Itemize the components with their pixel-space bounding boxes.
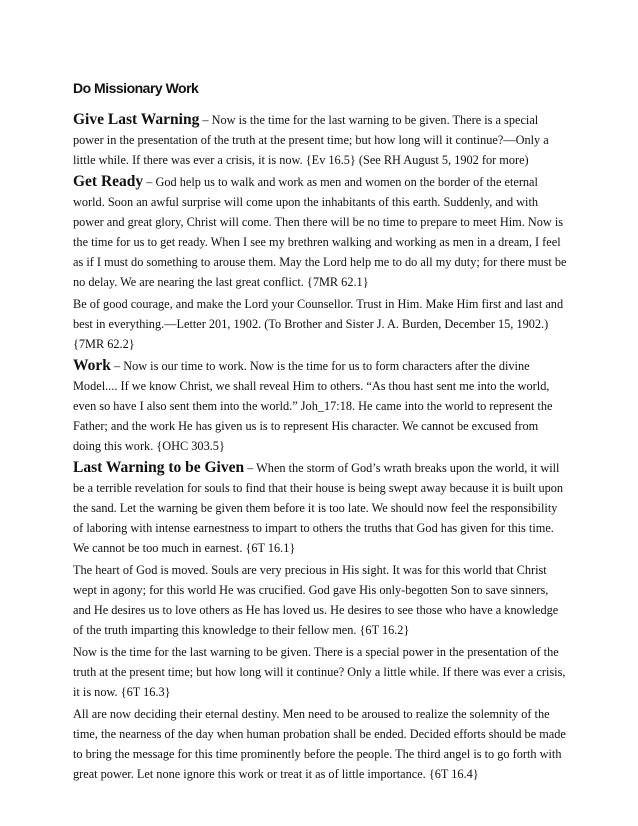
document-page bbox=[73, 80, 568, 784]
paragraph-text: – Now is the time for the last warning to be given. There is a special power in the presentation of the truth at the present time; but how long will it continue?—Only a little while. If there was ever a crisis, it is now. {Ev 16.5} (See RH August 5, 1902 for more) bbox=[73, 113, 549, 167]
section-heading: Get Ready bbox=[73, 173, 144, 190]
paragraph: The heart of God is moved. Souls are very precious in His sight. It was for this world that Christ wept in agony; for this world He was crucified. God gave His only-begotten Son to save sinners, and He desires us to love others as He has loved us. He desires to see those who have a knowledge of the truth imparting this knowledge to their fellow men. {6T 16.2} bbox=[73, 563, 559, 637]
paragraph: All are now deciding their eternal destiny. Men need to be aroused to realize the solemnity of the time, the nearness of the day when human probation shall be ended. Decided efforts should be made to bring the message for this time prominently before the people. The third angel is to go forth with great power. Let none ignore this work or treat it as of little importance. {6T 16.4} bbox=[73, 707, 566, 781]
paragraph-text: – God help us to walk and work as men and women on the border of the eternal world. Soon an awful surprise will come upon the inhabitants of this earth. Suddenly, and with power and great glory, Christ will come. Then there will be no time to prepare to meet Him. Now is the time for us to get ready. When I see my brethren walking and working as men in a dream, I feel as if I must do something to arouse them. May the Lord help me to do all my duty; for there must be no delay. We are nearing the last great conflict. {7MR 62.1} bbox=[73, 175, 567, 289]
section-give-last-warning bbox=[73, 110, 568, 170]
paragraph-text: – When the storm of God’s wrath breaks upon the world, it will be a terrible revelation for souls to find that their house is being swept away because it is built upon the sand. Let the warning be given them before it is too late. We should now feel the responsibility of laboring with intense earnestness to impart to others the truths that God has given for this time. We cannot be too much in earnest. {6T 16.1} bbox=[73, 461, 564, 555]
section-last-warning-to-be-given bbox=[73, 458, 568, 558]
section-heading: Last Warning to be Given bbox=[73, 459, 245, 476]
section-heading: Work bbox=[73, 357, 111, 374]
section-get-ready bbox=[73, 172, 568, 292]
section-work bbox=[73, 356, 568, 456]
paragraph-text: – Now is our time to work. Now is the time for us to form characters after the divine Model.... If we know Christ, we shall reveal Him to others. “As thou hast sent me into the world, even so have I also sent them into the world.” Joh_17:18. He came into the world to represent the Father; and the work He has given us is to represent His character. We cannot be excused from doing this work. {OHC 303.5} bbox=[73, 359, 553, 453]
section-heading: Give Last Warning bbox=[73, 111, 200, 128]
paragraph: Be of good courage, and make the Lord your Counsellor. Trust in Him. Make Him first and last and best in everything.—Letter 201, 1902. (To Brother and Sister J. A. Burden, December 15, 1902.) {7MR 62.2} bbox=[73, 297, 564, 351]
document-title: Do Missionary Work bbox=[73, 80, 199, 96]
paragraph: Now is the time for the last warning to be given. There is a special power in the presentation of the truth at the present time; but how long will it continue? Only a little while. If there was ever a crisis, it is now. {6T 16.3} bbox=[73, 645, 566, 699]
